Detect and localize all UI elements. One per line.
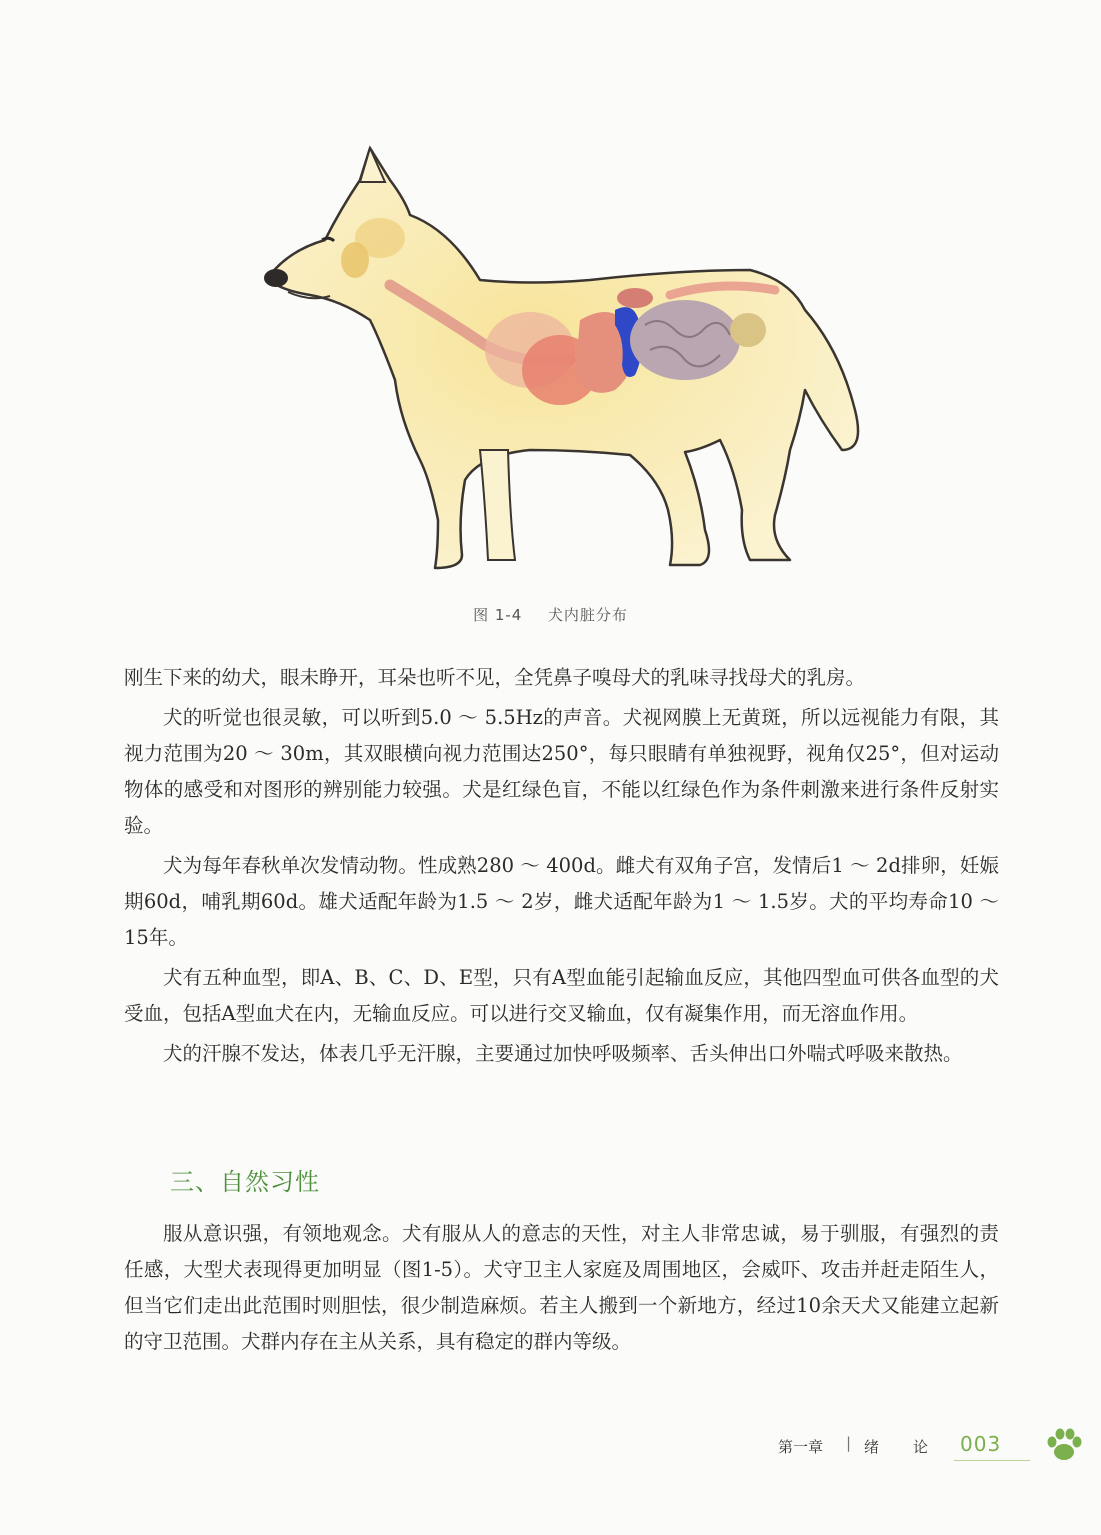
paw-print-icon [1042,1424,1086,1468]
footer-separator: | [846,1434,852,1452]
paragraph: 刚生下来的幼犬，眼未睁开，耳朵也听不见，全凭鼻子嗅母犬的乳味寻找母犬的乳房。 [124,666,866,689]
dog-nose [264,269,288,287]
section-heading: 三、自然习性 [170,1168,320,1196]
body-text [124,660,999,1076]
figure-label: 图 1-4 [473,606,523,624]
bladder [730,313,766,347]
paragraph: 服从意识强，有领地观念。犬有服从人的意志的天性，对主人非常忠诚，易于驯服，有强烈的责任感，大型犬表现得更加明显（图1-5）。犬守卫主人家庭及周围地区，会威吓、攻击并赶走陌生人，但当它们走出此范围时则胆怯，很少制造麻烦。若主人搬到一个新地方，经过10余天犬又能建立起新的守卫范围。犬群内存在主从关系，具有稳定的群内等级。 [124,1222,999,1353]
part-label: 绪论 [864,1438,963,1456]
chapter-label: 第一章 [778,1438,824,1456]
paragraph: 犬有五种血型，即A、B、C、D、E型，只有A型血能引起输血反应，其他四型血可供各血型的犬受血，包括A型血犬在内，无输血反应。可以进行交叉输血，仅有凝集作用，而无溶血作用。 [124,966,999,1025]
paragraph: 犬的听觉也很灵敏，可以听到5.0 ～ 5.5Hz的声音。犬视网膜上无黄斑，所以远视能力有限，其视力范围为20 ～ 30m，其双眼横向视力范围达250°，每只眼睛有单独视野，视角仅25°，但对运动物体的感受和对图形的辨别能力较强。犬是红绿色盲，不能以红绿色作为条件刺激来进行条件反射实验。 [124,706,999,837]
paragraph: 犬为每年春秋单次发情动物。性成熟280 ～ 400d。雌犬有双角子宫，发情后1 ～ 2d排卵，妊娠期60d，哺乳期60d。雄犬适配年龄为1.5 ～ 2岁，雌犬适配年龄为1 ～ 1.5岁。犬的平均寿命10 ～ 15年。 [124,854,999,949]
figure-caption [0,604,1101,625]
spleen [617,288,653,308]
section-body-text [124,1216,999,1360]
dog-organ-illustration [230,120,890,590]
page-number: 003 [960,1432,1002,1456]
intestines [630,300,740,380]
footer-rule [954,1460,1030,1461]
figure-title: 犬内脏分布 [547,606,628,624]
page-footer [770,1432,1090,1472]
paragraph: 犬的汗腺不发达，体表几乎无汗腺，主要通过加快呼吸频率、舌头伸出口外喘式呼吸来散热。 [163,1042,963,1065]
